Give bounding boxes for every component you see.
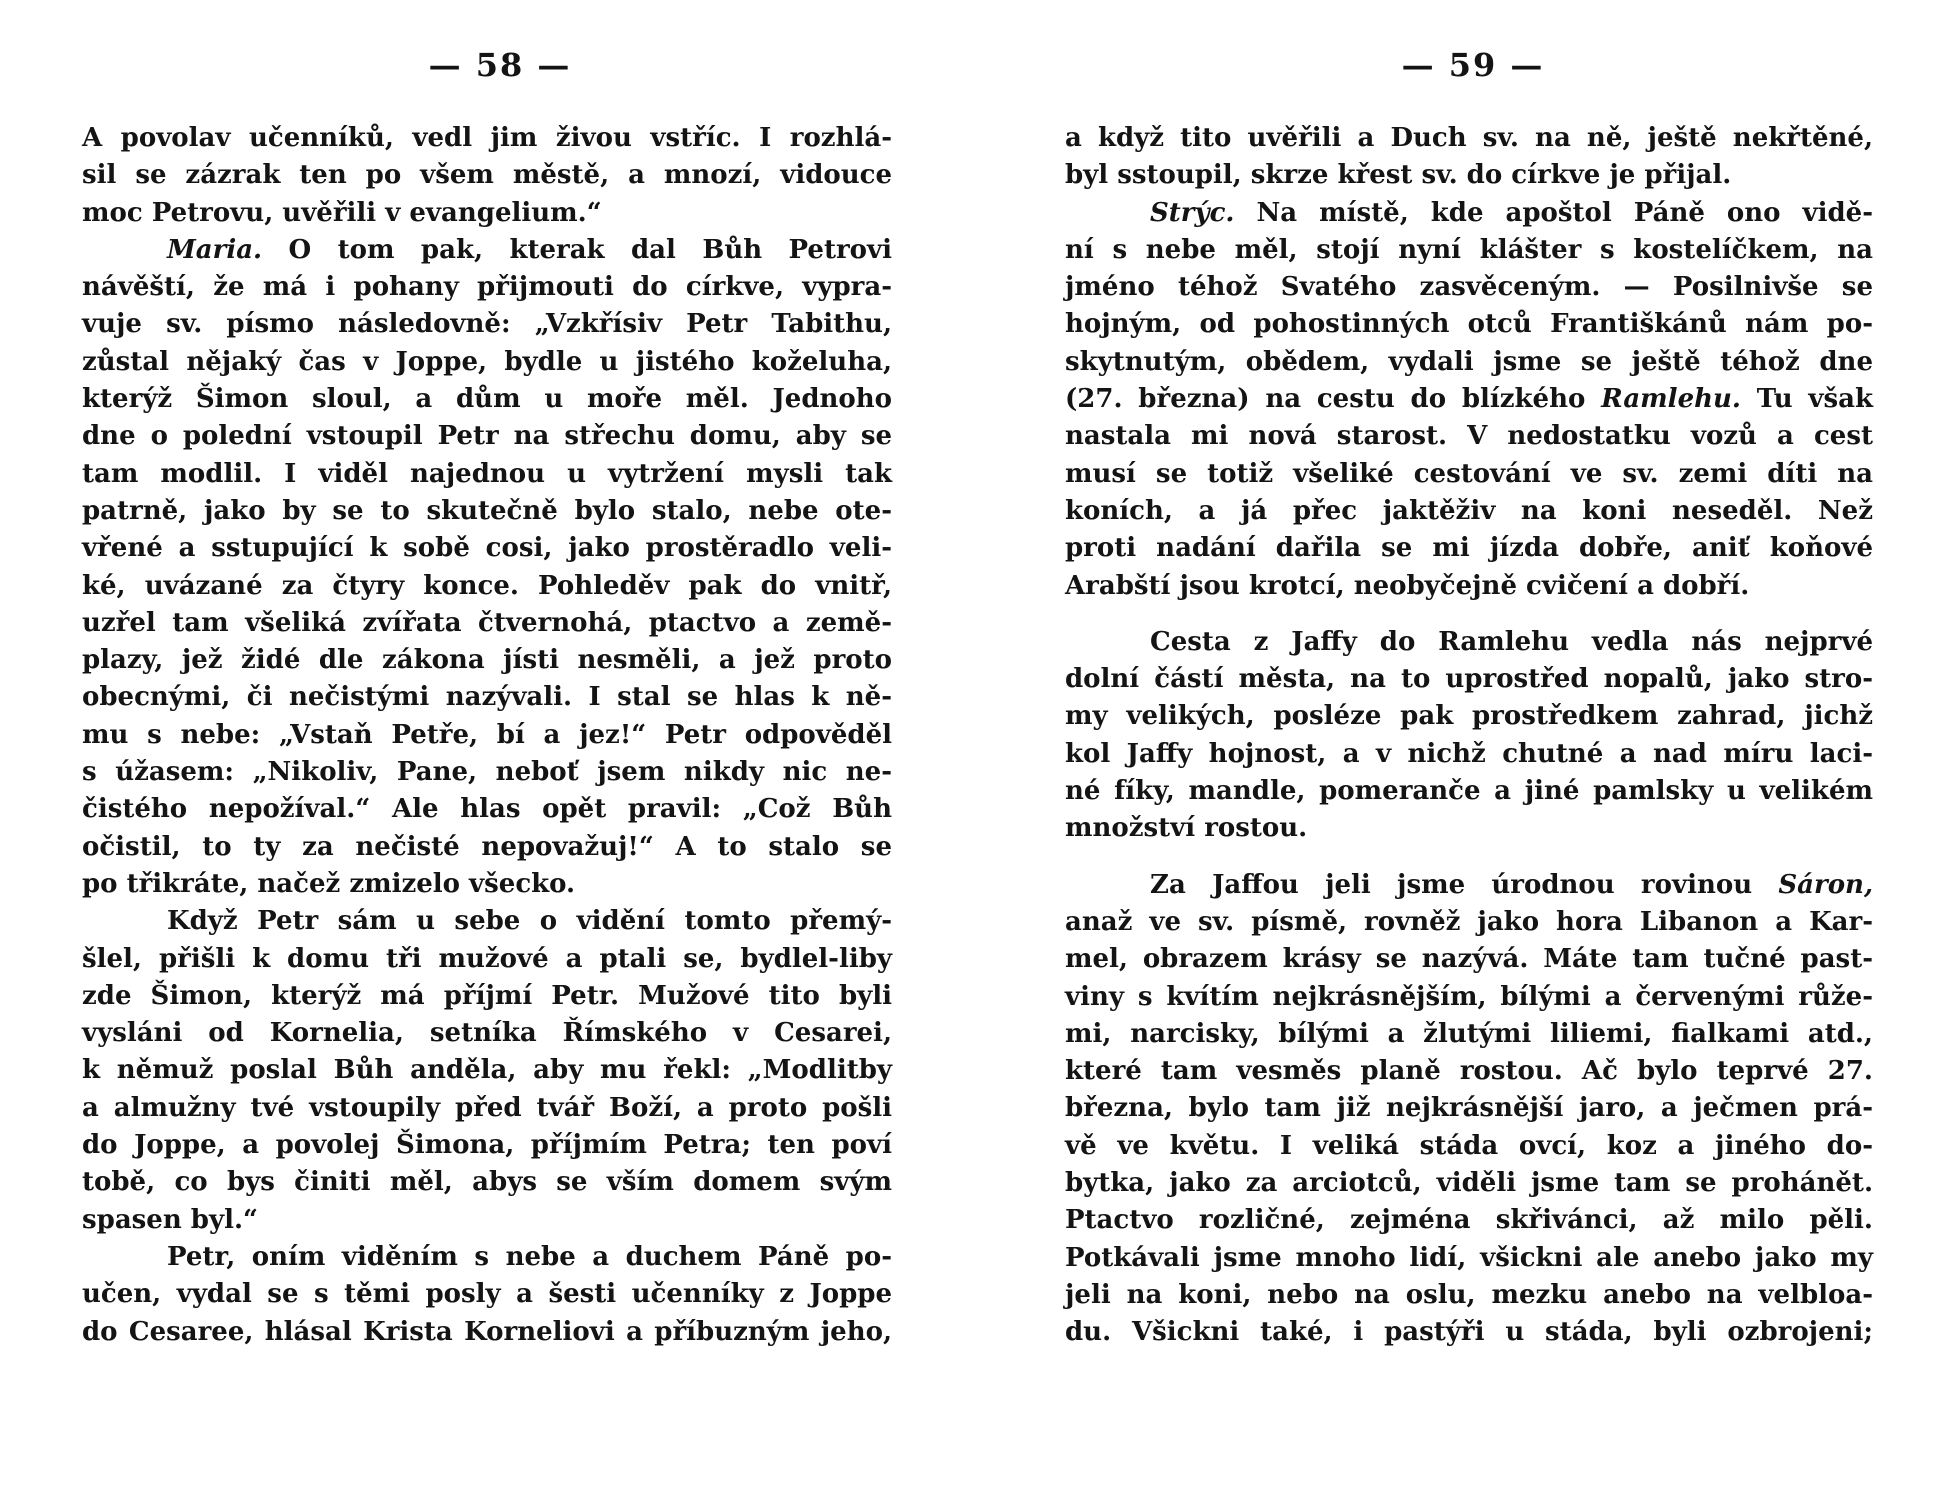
text-line bbox=[1065, 195, 1873, 232]
line-text: nastala mi nová starost. V nedostatku vozů a cest bbox=[1065, 421, 1873, 452]
text-line bbox=[1065, 810, 1873, 847]
text-line bbox=[82, 306, 892, 343]
line-text: očistil, to ty za nečisté nepovažuj!“ A to stalo se bbox=[82, 831, 892, 862]
text-line bbox=[82, 120, 892, 157]
text-line bbox=[1065, 306, 1873, 343]
line-text: března, bylo tam již nejkrásnější jaro, a ječmen prá- bbox=[1065, 1093, 1873, 1124]
line-text: dolní částí města, na to uprostřed nopalů, jako stro- bbox=[1065, 664, 1873, 695]
text-line bbox=[82, 978, 892, 1015]
text-line bbox=[82, 1127, 892, 1164]
line-text: a almužny tvé vstoupily před tvář Boží, a proto pošli bbox=[82, 1092, 892, 1123]
text-line bbox=[82, 568, 892, 605]
line-text: vě ve květu. I veliká stáda ovcí, koz a jiného do- bbox=[1065, 1130, 1873, 1161]
speaker-name: Strýc. bbox=[1150, 197, 1235, 228]
line-text: mel, obrazem krásy se nazývá. Máte tam tučné past- bbox=[1065, 944, 1873, 975]
line-text: do Cesaree, hlásal Krista Korneliovi a příbuzným jeho, bbox=[82, 1316, 892, 1347]
text-line bbox=[1065, 456, 1873, 493]
text-line bbox=[82, 232, 892, 269]
text-line bbox=[1065, 232, 1873, 269]
place-name: Sáron, bbox=[1778, 869, 1873, 900]
line-text: k němuž poslal Bůh anděla, aby mu řekl: „Modlitby bbox=[82, 1055, 892, 1086]
line-text: zůstal nějaký čas v Joppe, bydle u jistého koželuha, bbox=[82, 346, 892, 377]
line-text: do Joppe, a povolej Šimona, příjmím Petra; ten poví bbox=[82, 1130, 892, 1161]
line-text: tam modlil. I viděl najednou u vytržení mysli tak bbox=[82, 458, 892, 489]
text-line bbox=[1065, 120, 1873, 157]
line-text: vuje sv. písmo následovně: „Vzkřísiv Petr Tabithu, bbox=[82, 309, 892, 340]
text-line bbox=[1065, 1165, 1873, 1202]
line-text: mi, narcisky, bílými a žlutými liliemi, fialkami atd., bbox=[1065, 1018, 1873, 1049]
line-text: anaž ve sv. písmě, rovněž jako hora Libanon a Kar- bbox=[1065, 906, 1873, 937]
right-page bbox=[973, 0, 1946, 1500]
text-line bbox=[1065, 624, 1873, 661]
text-line bbox=[82, 1015, 892, 1052]
line-text: (27. března) na cestu do blízkého bbox=[1065, 384, 1602, 415]
text-line bbox=[1065, 381, 1873, 418]
line-text: Ptactvo rozličné, zejména skřivánci, až milo pěli. bbox=[1065, 1205, 1873, 1236]
text-line bbox=[82, 456, 892, 493]
line-text: plazy, jež židé dle zákona jísti nesměli, a jež proto bbox=[82, 645, 892, 676]
text-line bbox=[1065, 1277, 1873, 1314]
text-line bbox=[1065, 418, 1873, 455]
paragraph-gap bbox=[1065, 605, 1873, 624]
text-line bbox=[82, 493, 892, 530]
line-text: Za Jaffou jeli jsme úrodnou rovinou bbox=[1150, 869, 1779, 900]
text-line bbox=[82, 1276, 892, 1313]
line-text: uzřel tam všeliká zvířata čtvernohá, ptactvo a země- bbox=[82, 607, 892, 638]
text-line bbox=[82, 903, 892, 940]
text-line bbox=[1065, 1016, 1873, 1053]
text-line bbox=[82, 829, 892, 866]
line-text: jméno téhož Svatého zasvěceným. — Posilnivše se bbox=[1065, 272, 1873, 303]
text-line bbox=[82, 1090, 892, 1127]
page-number: — 59 — bbox=[1401, 46, 1545, 84]
line-text: bytka, jako za arciotců, viděli jsme tam se prohánět. bbox=[1065, 1168, 1873, 1199]
line-text: čistého nepožíval.“ Ale hlas opět pravil: „Což Bůh bbox=[82, 794, 892, 825]
line-text: proti nadání dařila se mi jízda dobře, aniť koňové bbox=[1065, 533, 1873, 564]
text-line bbox=[1065, 568, 1873, 605]
text-line bbox=[82, 157, 892, 194]
line-text: kterýž Šimon sloul, a dům u moře měl. Jednoho bbox=[82, 384, 892, 415]
line-text: né fíky, mandle, pomeranče a jiné pamlsky u velikém bbox=[1065, 776, 1873, 807]
line-text: po třikráte, načež zmizelo všecko. bbox=[82, 868, 576, 899]
line-text: musí se totiž všeliké cestování ve sv. zemi díti na bbox=[1065, 458, 1873, 489]
text-column bbox=[82, 120, 892, 1351]
line-text: mu s nebe: „Vstaň Petře, bí a jez!“ Petr odpověděl bbox=[82, 719, 892, 750]
line-text: A povolav učenníků, vedl jim živou vstříc. I rozhlá- bbox=[82, 123, 892, 153]
line-text: zde Šimon, kterýž má příjmí Petr. Mužové tito byli bbox=[82, 980, 892, 1011]
text-line bbox=[82, 530, 892, 567]
line-text: patrně, jako by se to skutečně bylo stalo, nebe ote- bbox=[82, 495, 892, 526]
line-text: vřené a sstupující k sobě cosi, jako prostěradlo veli- bbox=[82, 533, 892, 564]
place-name: Ramlehu. bbox=[1601, 384, 1741, 415]
text-line bbox=[82, 791, 892, 828]
line-text: ní s nebe měl, stojí nyní klášter s kostelíčkem, na bbox=[1065, 234, 1873, 265]
line-text: Cesta z Jaffy do Ramlehu vedla nás nejprvé bbox=[1150, 626, 1873, 657]
text-line bbox=[1065, 157, 1873, 194]
text-line bbox=[1065, 979, 1873, 1016]
text-line bbox=[1065, 1240, 1873, 1277]
text-line bbox=[1065, 1128, 1873, 1165]
line-text: Arabští jsou krotcí, neobyčejně cvičení a dobří. bbox=[1065, 570, 1750, 601]
line-text: kol Jaffy hojnost, a v nichž chutné a nad míru laci- bbox=[1065, 738, 1873, 769]
text-line bbox=[82, 941, 892, 978]
line-text: učen, vydal se s těmi posly a šesti učenníky z Joppe bbox=[82, 1279, 892, 1310]
line-text: Když Petr sám u sebe o vidění tomto přemý- bbox=[167, 906, 892, 937]
text-line bbox=[82, 1202, 892, 1239]
line-text-tail: Tu však bbox=[1740, 384, 1873, 415]
line-text: Potkávali jsme mnoho lidí, všickni ale anebo jako my bbox=[1065, 1242, 1873, 1273]
line-text: vysláni od Kornelia, setníka Římského v Cesarei, bbox=[82, 1018, 892, 1049]
line-text: koních, a já přec jaktěživ na koni neseděl. Než bbox=[1065, 495, 1873, 526]
line-text: jeli na koni, nebo na oslu, mezku anebo na velbloa- bbox=[1065, 1279, 1873, 1310]
line-text: Petr, oním viděním s nebe a duchem Páně po- bbox=[167, 1241, 892, 1272]
line-text: hojným, od pohostinných otců Františkánů nám po- bbox=[1065, 309, 1873, 340]
text-line bbox=[1065, 1314, 1873, 1351]
text-line bbox=[1065, 1090, 1873, 1127]
text-line bbox=[82, 269, 892, 306]
line-text: sil se zázrak ten po všem městě, a mnozí, vidouce bbox=[82, 160, 892, 191]
text-line bbox=[1065, 493, 1873, 530]
text-line bbox=[82, 344, 892, 381]
line-text: a když tito uvěřili a Duch sv. na ně, ještě nekřtěné, bbox=[1065, 123, 1873, 153]
line-text: s úžasem: „Nikoliv, Pane, neboť jsem nikdy nic ne- bbox=[82, 757, 892, 788]
text-line bbox=[82, 717, 892, 754]
line-text: du. Všickni také, i pastýři u stáda, byli ozbrojeni; bbox=[1065, 1317, 1873, 1348]
text-column bbox=[1065, 120, 1873, 1352]
text-line bbox=[1065, 736, 1873, 773]
speaker-name: Maria. bbox=[167, 234, 263, 265]
text-line bbox=[82, 1314, 892, 1351]
text-line bbox=[1065, 698, 1873, 735]
text-line bbox=[82, 381, 892, 418]
text-line bbox=[1065, 344, 1873, 381]
text-line bbox=[82, 1052, 892, 1089]
text-line bbox=[1065, 661, 1873, 698]
line-text: viny s kvítím nejkrásnějším, bílými a červenými růže- bbox=[1065, 981, 1873, 1012]
text-line bbox=[82, 866, 892, 903]
text-line bbox=[1065, 530, 1873, 567]
line-text: dne o polední vstoupil Petr na střechu domu, aby se bbox=[82, 421, 892, 452]
paragraph-gap bbox=[1065, 848, 1873, 867]
line-text: moc Petrovu, uvěřili v evangelium.“ bbox=[82, 197, 602, 228]
text-line bbox=[1065, 941, 1873, 978]
text-line bbox=[82, 679, 892, 716]
text-line bbox=[82, 418, 892, 455]
line-text: návěští, že má i pohany přijmouti do církve, vypra- bbox=[82, 272, 892, 303]
text-line bbox=[82, 1239, 892, 1276]
line-text: šlel, přišli k domu tři mužové a ptali se, bydlel-liby bbox=[82, 943, 892, 974]
text-line bbox=[1065, 269, 1873, 306]
line-text: skytnutým, obědem, vydali jsme se ještě téhož dne bbox=[1065, 346, 1873, 377]
text-line bbox=[1065, 773, 1873, 810]
text-line bbox=[82, 754, 892, 791]
line-text: množství rostou. bbox=[1065, 813, 1308, 844]
line-text: ké, uvázané za čtyry konce. Pohleděv pak do vnitř, bbox=[82, 570, 892, 601]
text-line bbox=[82, 195, 892, 232]
text-line bbox=[1065, 867, 1873, 904]
line-text: spasen byl.“ bbox=[82, 1204, 258, 1235]
line-text: obecnými, či nečistými nazývali. I stal se hlas k ně- bbox=[82, 682, 892, 713]
line-text: byl sstoupil, skrze křest sv. do církve je přijal. bbox=[1065, 160, 1732, 191]
line-text: které tam vesměs planě rostou. Ač bylo teprvé 27. bbox=[1065, 1056, 1873, 1087]
text-line bbox=[82, 642, 892, 679]
text-line bbox=[1065, 1053, 1873, 1090]
text-line bbox=[82, 605, 892, 642]
page-number: — 58 — bbox=[428, 46, 572, 84]
text-line bbox=[1065, 1202, 1873, 1239]
text-line bbox=[1065, 904, 1873, 941]
line-text: my velikých, posléze pak prostředkem zahrad, jichž bbox=[1065, 701, 1873, 732]
line-text: O tom pak, kterak dal Bůh Petrovi bbox=[262, 234, 892, 265]
line-text: Na místě, kde apoštol Páně ono vidě- bbox=[1234, 197, 1873, 228]
text-line bbox=[82, 1164, 892, 1201]
line-text: tobě, co bys činiti měl, abys se vším domem svým bbox=[82, 1167, 892, 1198]
